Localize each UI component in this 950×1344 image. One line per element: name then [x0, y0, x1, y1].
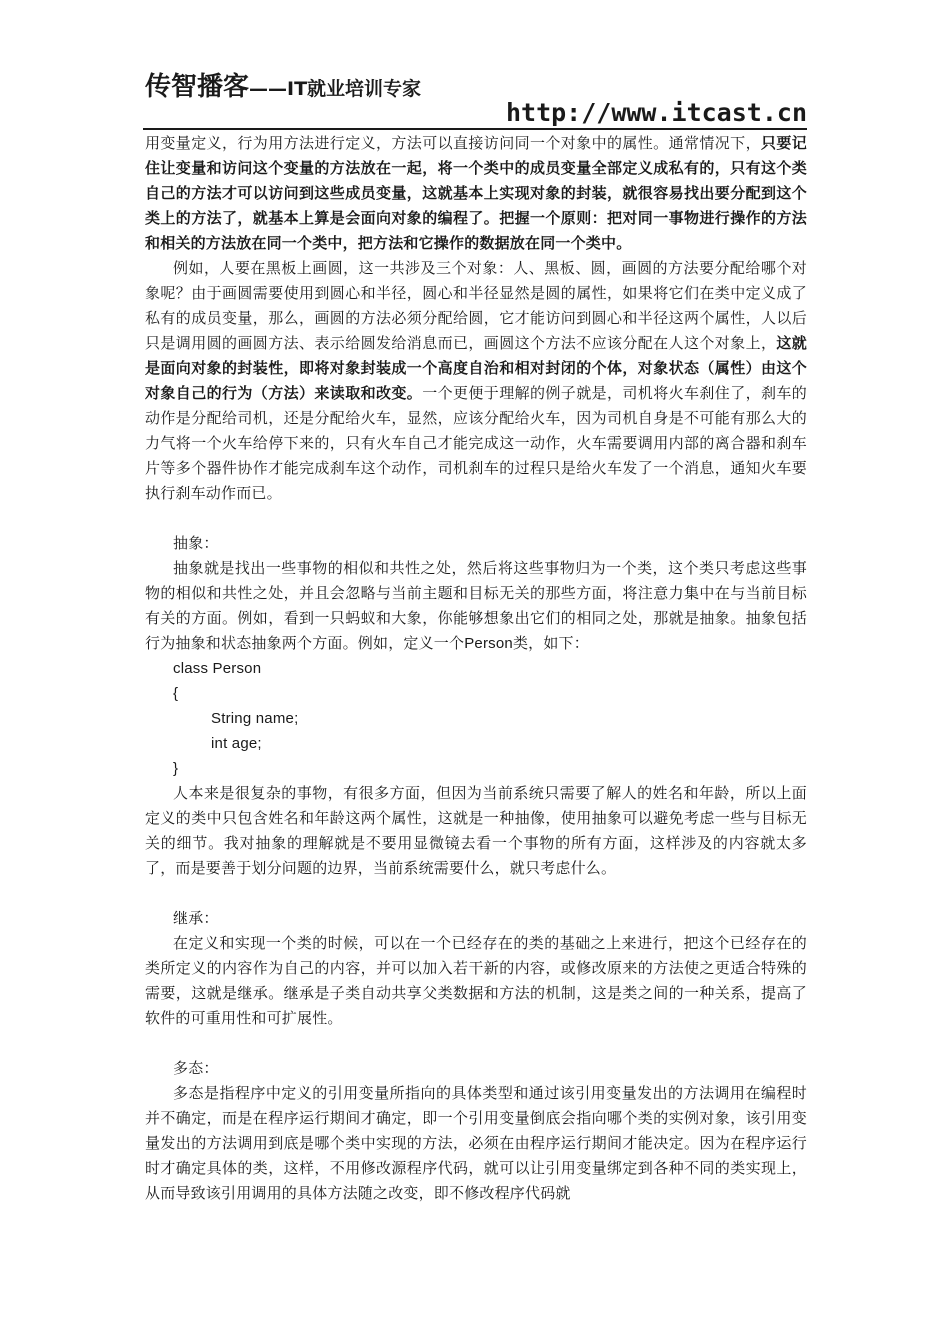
- code-line: String name;: [211, 710, 299, 727]
- document-body: [145, 131, 807, 1206]
- paragraph-text: 例如，人要在黑板上画圆，这一共涉及三个对象：人、黑板、圆，画圆的方法要分配给哪个对象呢？由于画圆需要使用到圆心和半径，圆心和半径显然是圆的属性，如果将它们在类中定义成了私有的成员变量，那么，画圆的方法必须分配给圆，它才能访问到圆心和半径这两个属性，人以后只是调用圆的画圆方法、表示给圆发给消息而已，画圆这个方法不应该分配在人这个对象上，: [145, 259, 807, 352]
- paragraph-bold-text: 这就是面向对象的封装性，即将对象封装成一个高度自治和相对封闭的个体，对象状态（属性）由这个对象自己的行为（方法）来读取和改变。: [145, 334, 807, 402]
- paragraph-encapsulation: [145, 131, 807, 256]
- paragraph-inheritance: 在定义和实现一个类的时候，可以在一个已经存在的类的基础之上来进行，把这个已经存在的类所定义的内容作为自己的内容，并可以加入若干新的内容，或修改原来的方法使之更适合特殊的需要，这就是继承。继承是子类自动共享父类数据和方法的机制，这是类之间的一种关系，提高了软件的可重用性和可扩展性。: [145, 934, 807, 1027]
- code-line: class Person: [173, 660, 262, 677]
- paragraph-text: 抽象就是找出一些事物的相似和共性之处，然后将这些事物归为一个类，这个类只考虑这些事物的相似和共性之处，并且会忽略与当前主题和目标无关的那些方面，将注意力集中在与当前目标有关的方面。例如，看到一只蚂蚁和大象，你能够想象出它们的相同之处，那就是抽象。抽象包括行为抽象和状态抽象两个方面。例如，定义一个: [145, 559, 807, 652]
- inline-code-term: Person: [464, 635, 513, 652]
- code-line: {: [173, 685, 179, 702]
- paragraph-encapsulation-example: [145, 256, 807, 506]
- paragraph-text: 一个更便于理解的例子就是，司机将火车刹住了，刹车的动作是分配给司机，还是分配给火车，显然，应该分配给火车，因为司机自身是不可能有那么大的力气将一个火车给停下来的，只有火车自己才能完成这一动作，火车需要调用内部的离合器和刹车片等多个器件协作才能完成刹车这个动作，司机刹车的过程只是给火车发了一个消息，通知火车要执行刹车动作而已。: [145, 384, 807, 502]
- header-divider: [143, 128, 807, 130]
- paragraph-text: 类，如下：: [512, 634, 589, 652]
- paragraph-bold-text: 只要记住让变量和访问这个变量的方法放在一起，将一个类中的成员变量全部定义成私有的，只有这个类自己的方法才可以访问到这些成员变量，这就基本上实现对象的封装，就很容易找出要分配到这个类上的方法了，就基本上算是会面向对象的编程了。把握一个原则：把对同一事物进行操作的方法和相关的方法放在同一个类中，把方法和它操作的数据放在同一个类中。: [145, 134, 807, 252]
- paragraph-polymorphism: 多态是指程序中定义的引用变量所指向的具体类型和通过该引用变量发出的方法调用在编程时并不确定，而是在程序运行期间才确定，即一个引用变量倒底会指向哪个类的实例对象，该引用变量发出的方法调用到底是哪个类中实现的方法，必须在由程序运行期间才能决定。因为在程序运行时才确定具体的类，这样，不用修改源程序代码，就可以让引用变量绑定到各种不同的类实现上，从而导致该引用调用的具体方法随之改变，即不修改程序代码就: [145, 1084, 807, 1202]
- section-heading-inheritance: 继承：: [173, 909, 219, 927]
- brand-name: 传智播客: [145, 72, 250, 102]
- paragraph-text: 用变量定义，行为用方法进行定义，方法可以直接访问同一个对象中的属性。通常情况下，: [145, 134, 761, 152]
- section-heading-abstraction: 抽象：: [173, 534, 219, 552]
- header-url[interactable]: http://www.itcast.cn: [505, 98, 807, 127]
- code-line: int age;: [211, 735, 262, 752]
- paragraph-abstraction-explained: 人本来是很复杂的事物，有很多方面，但因为当前系统只需要了解人的姓名和年龄，所以上面定义的类中只包含姓名和年龄这两个属性，这就是一种抽像，使用抽象可以避免考虑一些与目标无关的细节。我对抽象的理解就是不要用显微镜去看一个事物的所有方面，这样涉及的内容就太多了，而是要善于划分问题的边界，当前系统需要什么，就只考虑什么。: [145, 784, 807, 877]
- paragraph-abstraction: [145, 556, 807, 656]
- code-line: }: [173, 760, 179, 777]
- brand-subtitle: ——IT就业培训专家: [249, 78, 422, 100]
- section-heading-polymorphism: 多态：: [173, 1059, 219, 1077]
- header-title: [145, 66, 421, 103]
